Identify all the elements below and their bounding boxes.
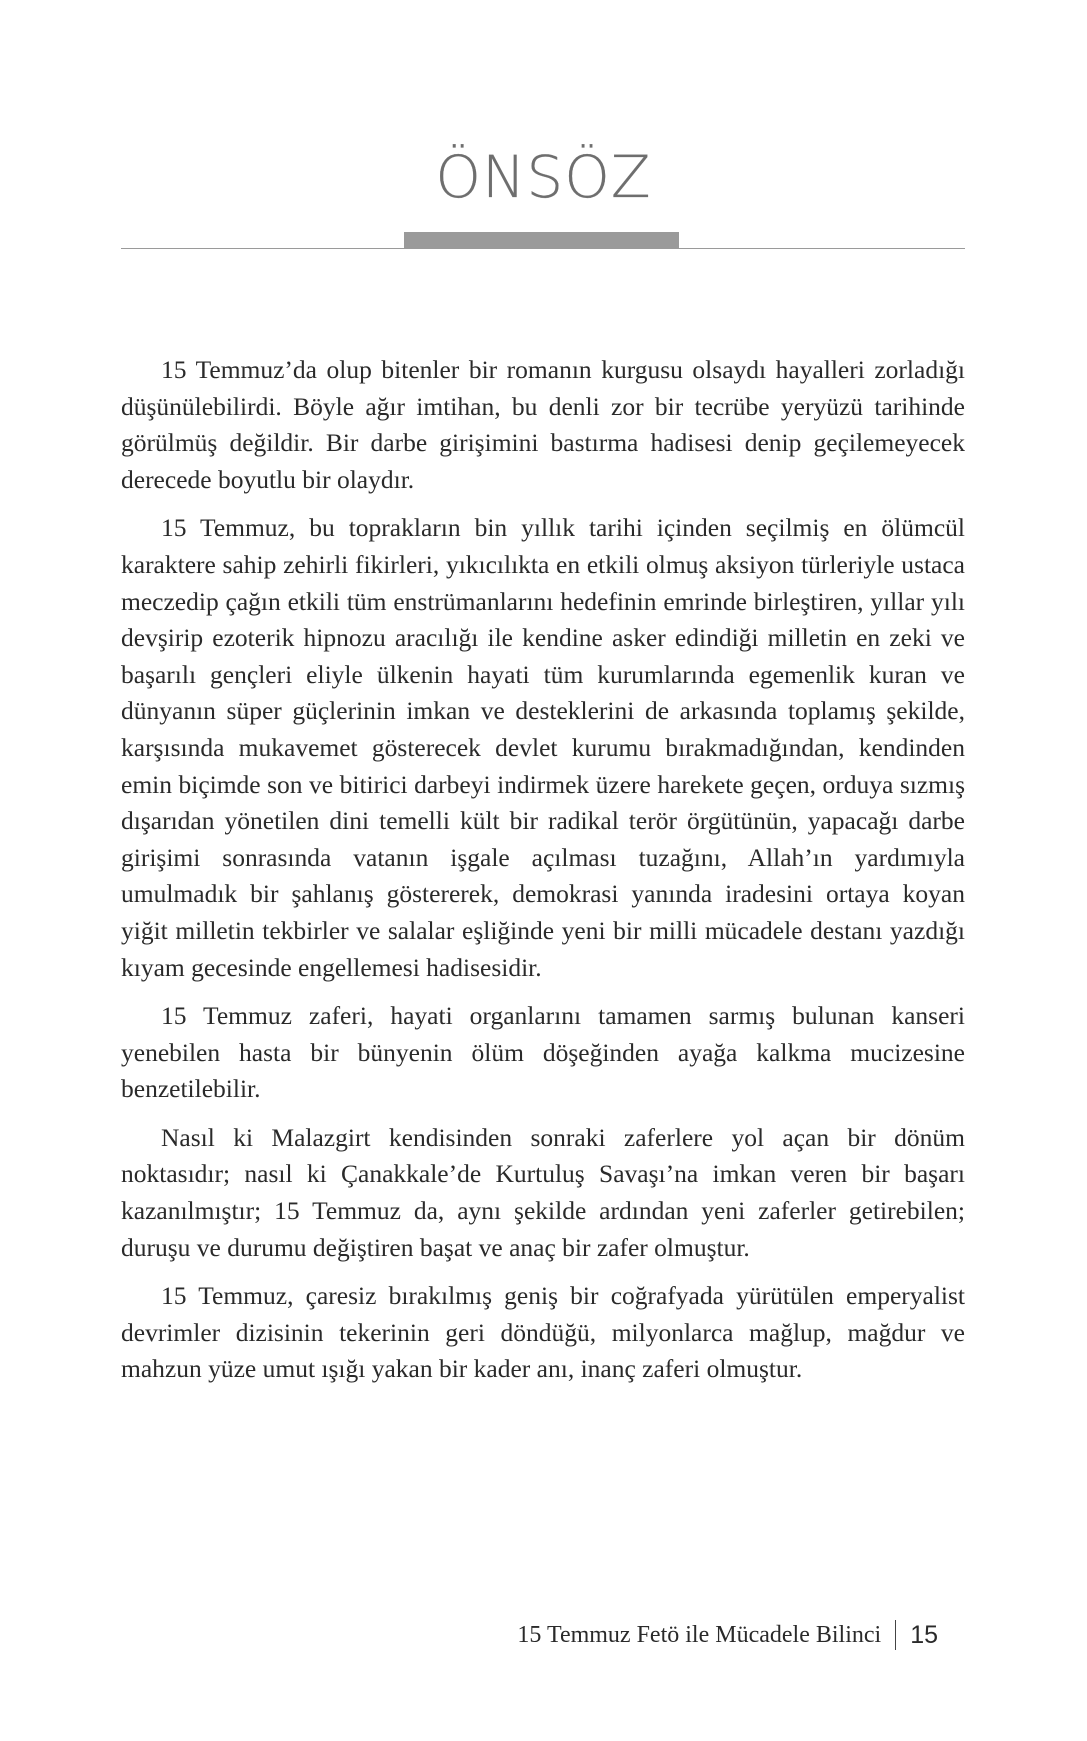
page-number: 15: [910, 1620, 938, 1649]
paragraph: Nasıl ki Malazgirt kendisinden sonraki zaferlere yol açan bir dönüm noktasıdır; nasıl ki Çanakkale’de Kurtuluş Savaşı’na imkan veren bir başarı kazanılmıştır; 15 Temmuz da, aynı şekilde ardından yeni zaferler getirebilen; duruşu ve durumu değiştiren başat ve anaç bir zafer olmuştur.: [121, 1122, 965, 1262]
page-title: ÖNSÖZ: [435, 143, 652, 211]
paragraph: 15 Temmuz, çaresiz bırakılmış geniş bir coğrafyada yürütülen emperyalist devrimler dizisinin tekerinin geri döndüğü, milyonlarca mağlup, mağdur ve mahzun yüze umut ışığı yakan bir kader anı, inanç zaferi olmuştur.: [121, 1281, 965, 1384]
paragraph: 15 Temmuz, bu toprakların bin yıllık tarihi içinden seçilmiş en ölümcül karaktere sahip zehirli fikirleri, yıkıcılıkta en etkili olmuş aksiyon türleriyle ustaca meczedip çağın etkili tüm enstrümanlarını hedefinin emrinde birleştiren, yıllar yılı devşirip ezoterik hipnozu aracılığı ile kendine asker edindiği milletin en zeki ve başarılı gençleri eliyle ülkenin hayati tüm kurumlarında egemenlik kuran ve dünyanın süper güçlerinin imkan ve desteklerini de arkasında toplamış şekilde, karşısında mukavemet gösterecek devlet kurumu bırakmadığından, kendinden emin biçimde son ve bitirici darbeyi indirmek üzere harekete geçen, orduya sızmış dışarıdan yönetilen dini temelli kült bir radikal terör örgütünün, yapacağı darbe girişimi sonrasında vatanın işgale açılması tuzağını, Allah’ın yardımıyla umulmadık bir şahlanış göstererek, demokrasi yanında iradesini ortaya koyan yiğit milletin tekbirler ve salalar eşliğinde yeni bir milli mücadele destanı yazdığı kıyam gecesinde engellemesi hadisesidir.: [121, 513, 965, 982]
title-underline-accent: [404, 232, 679, 249]
paragraph: 15 Temmuz zaferi, hayati organlarını tamamen sarmış bulunan kanseri yenebilen hasta bir bünyenin ölüm döşeğinden ayağa kalkma mucizesine benzetilebilir.: [121, 1001, 965, 1104]
paragraph: 15 Temmuz’da olup bitenler bir romanın kurgusu olsaydı hayalleri zorladığı düşünülebilirdi. Böyle ağır imtihan, bu denli zor bir tecrübe yeryüzü tarihinde görülmüş değildir. Bir darbe girişimini bastırma hadisesi denip geçilemeyecek derecede boyutlu bir olaydır.: [121, 355, 965, 494]
body-text: [121, 352, 965, 1400]
footer-divider: [895, 1620, 896, 1650]
page-footer: [517, 1620, 938, 1650]
footer-book-title: 15 Temmuz Fetö ile Mücadele Bilinci: [517, 1621, 882, 1648]
